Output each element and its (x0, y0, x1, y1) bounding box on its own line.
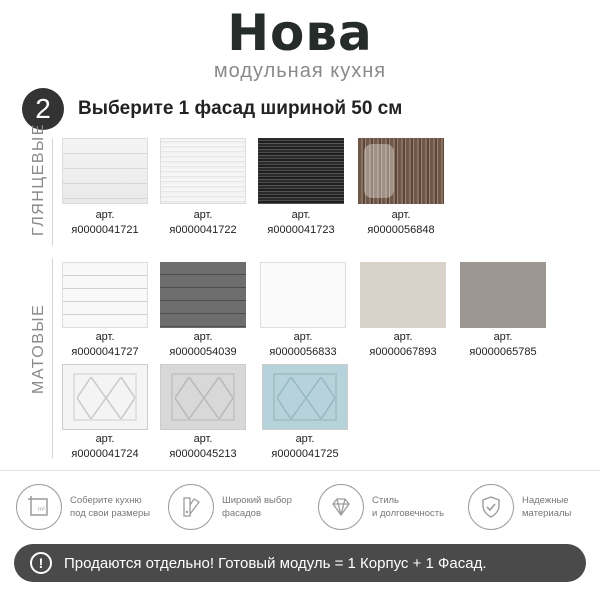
diamond-pattern-icon (175, 377, 233, 419)
swatch-caption (250, 432, 360, 462)
facade-swatch-frame-white[interactable] (62, 364, 148, 430)
art-code: я0000041722 (169, 224, 237, 236)
facade-swatch-beige[interactable] (360, 262, 446, 328)
feature-reliable (468, 484, 571, 530)
art-code: я0000056833 (269, 346, 337, 358)
diamond-pattern-icon (77, 377, 135, 419)
art-label: арт. (193, 433, 213, 445)
art-label: арт. (95, 331, 115, 343)
feature-text: Соберите кухню под свои размеры (70, 495, 151, 519)
feature-style (318, 484, 444, 530)
feature-text: Надежные материалы (522, 495, 572, 519)
facade-swatch-brown-wood[interactable] (358, 138, 444, 204)
facade-swatch-grey-panel[interactable] (160, 262, 246, 328)
step-heading (22, 88, 402, 130)
svg-text:m²: m² (38, 507, 45, 513)
swatch-caption (50, 208, 160, 238)
art-label: арт. (493, 331, 513, 343)
features-divider (0, 470, 600, 471)
facade-swatch-black-wood[interactable] (258, 138, 344, 204)
art-code: я0000041727 (71, 346, 139, 358)
diamond-pattern-icon (277, 377, 335, 419)
art-code: я0000041724 (71, 448, 139, 460)
swatch-caption (348, 330, 458, 360)
feature-text: Стиль и долговечность (372, 495, 445, 519)
notice-banner (14, 544, 586, 582)
facade-swatch-white-matte[interactable] (260, 262, 346, 328)
brand-header (0, 6, 600, 83)
art-code: я0000041723 (267, 224, 335, 236)
facade-swatch-frame-blue[interactable] (262, 364, 348, 430)
art-label: арт. (95, 209, 115, 221)
art-code: я0000041725 (271, 448, 339, 460)
art-label: арт. (393, 331, 413, 343)
color-palette-icon (168, 484, 214, 530)
facade-swatch-white-gloss[interactable] (62, 138, 148, 204)
art-label: арт. (291, 209, 311, 221)
swatch-caption (50, 330, 160, 360)
art-label: арт. (391, 209, 411, 221)
swatch-caption (148, 432, 258, 462)
art-code: я0000065785 (469, 346, 537, 358)
swatch-caption (346, 208, 456, 238)
art-label: арт. (193, 209, 213, 221)
feature-custom-size (16, 484, 150, 530)
art-label: арт. (95, 433, 115, 445)
facade-swatch-frame-grey[interactable] (160, 364, 246, 430)
step-instruction: Выберите 1 фасад шириной 50 см (78, 98, 403, 119)
art-code: я0000056848 (367, 224, 435, 236)
art-label: арт. (295, 433, 315, 445)
feature-wide-choice (168, 484, 292, 530)
art-code: я0000045213 (169, 448, 237, 460)
swatch-caption (148, 208, 258, 238)
swatch-caption (248, 330, 358, 360)
section-label-glossy: ГЛЯНЦЕВЫЕ (30, 123, 47, 236)
art-label: арт. (293, 331, 313, 343)
brand-title: Нова (227, 4, 373, 62)
notice-text: Продаются отдельно! Готовый модуль = 1 Корпус + 1 Фасад. (64, 554, 487, 572)
swatch-caption (246, 208, 356, 238)
swatch-caption (148, 330, 258, 360)
shield-check-icon (468, 484, 514, 530)
facade-swatch-taupe[interactable] (460, 262, 546, 328)
art-code: я0000054039 (169, 346, 237, 358)
brand-subtitle: модульная кухня (213, 60, 387, 82)
size-ruler-icon (16, 484, 62, 530)
art-code: я0000067893 (369, 346, 437, 358)
facade-swatch-white-panel[interactable] (62, 262, 148, 328)
exclamation-icon: ! (30, 552, 52, 574)
swatch-caption (50, 432, 160, 462)
swatch-caption (448, 330, 558, 360)
step-number-badge: 2 (22, 88, 64, 130)
feature-text: Широкий выбор фасадов (222, 495, 292, 519)
diamond-icon (318, 484, 364, 530)
section-label-matte: МАТОВЫЕ (30, 303, 47, 394)
art-label: арт. (193, 331, 213, 343)
art-code: я0000041721 (71, 224, 139, 236)
facade-swatch-white-wood[interactable] (160, 138, 246, 204)
